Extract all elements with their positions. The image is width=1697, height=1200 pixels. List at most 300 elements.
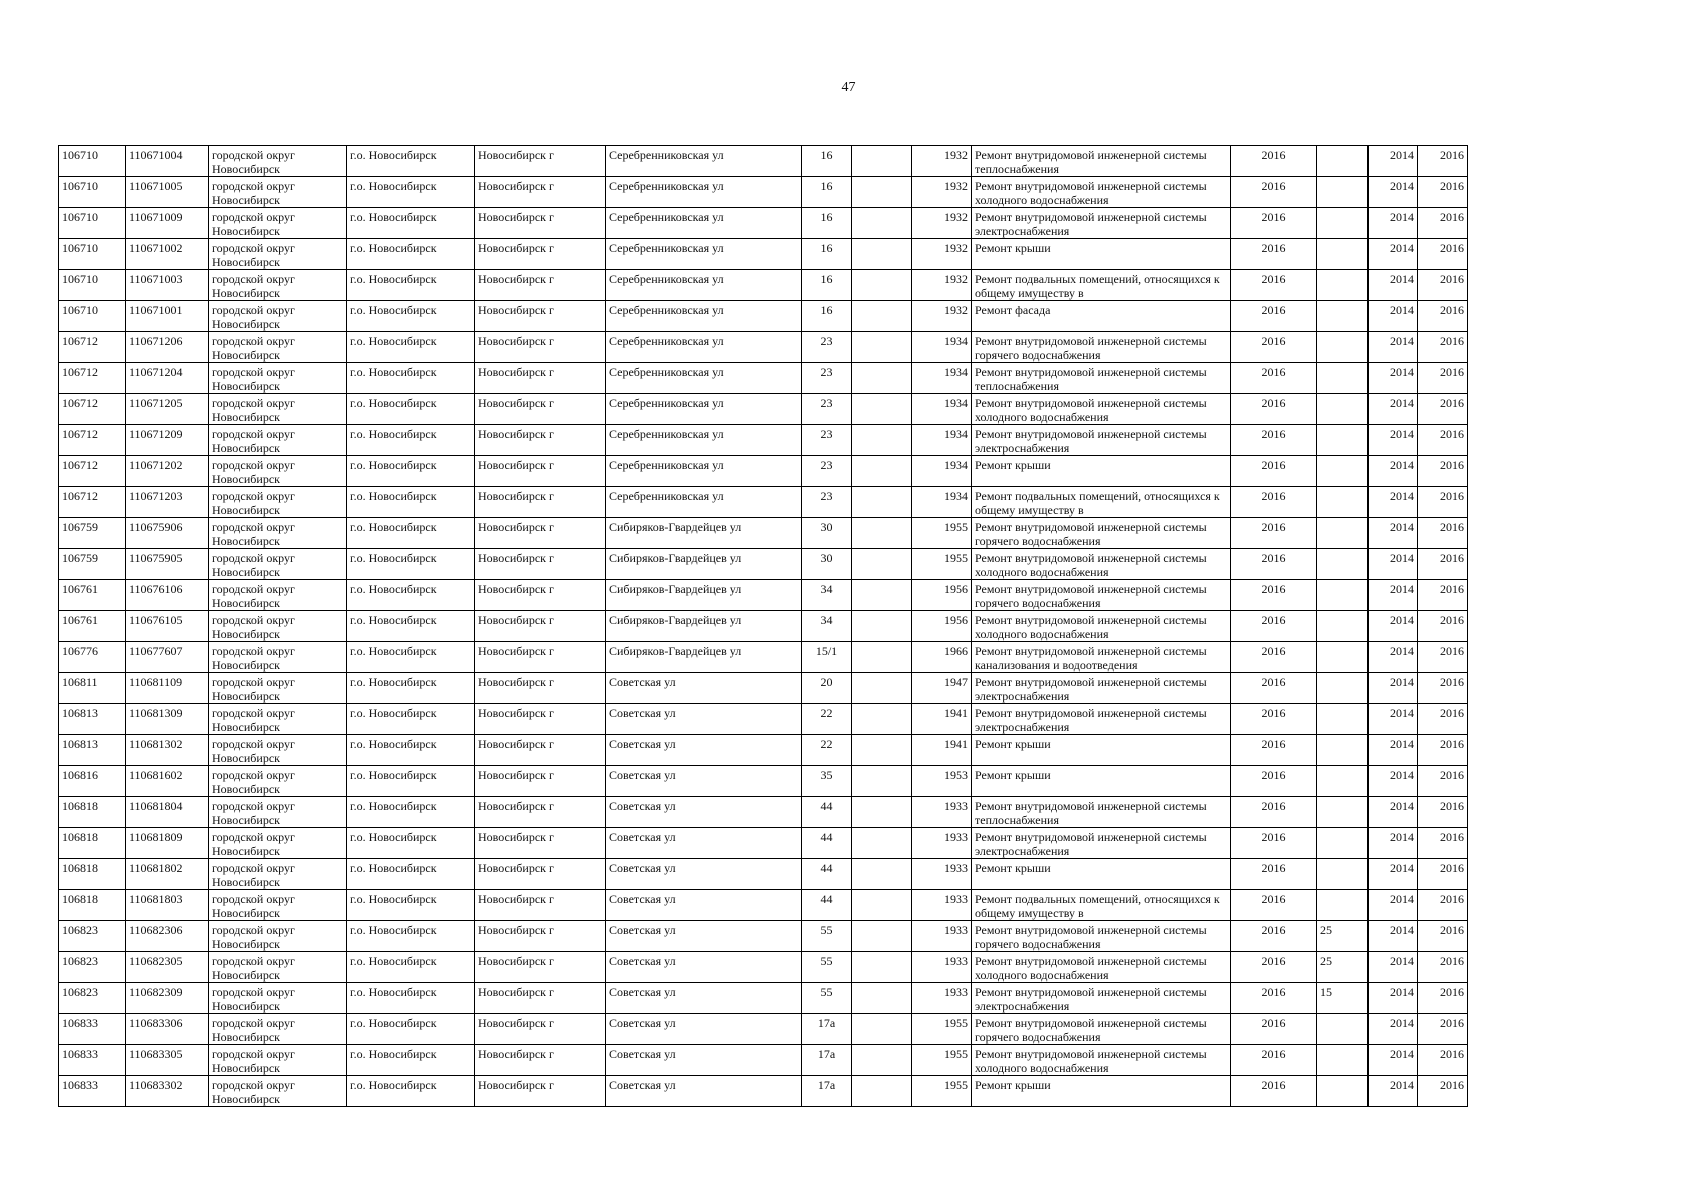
building-block-cell [852,146,912,177]
street-cell: Советская ул [606,1045,802,1076]
building-block-cell [852,456,912,487]
work-id-cell: 110681802 [126,859,209,890]
street-cell: Серебренниковская ул [606,146,802,177]
street-cell: Серебренниковская ул [606,208,802,239]
period-end-cell: 2016 [1418,146,1468,177]
work-type-cell: Ремонт внутридомовой инженерной системы электроснабжения [972,673,1231,704]
house-number-cell: 17а [802,1076,852,1107]
work-type-cell: Ремонт внутридомовой инженерной системы холодного водоснабжения [972,952,1231,983]
period-start-cell: 2014 [1368,425,1418,456]
cost-note-cell [1317,177,1368,208]
house-number-cell: 30 [802,549,852,580]
period-end-cell: 2016 [1418,642,1468,673]
cost-note-cell [1317,890,1368,921]
settlement-short-cell: г.о. Новосибирск [347,332,475,363]
planned-year-cell: 2016 [1231,890,1317,921]
settlement-short-cell: г.о. Новосибирск [347,146,475,177]
work-type-cell: Ремонт внутридомовой инженерной системы холодного водоснабжения [972,1045,1231,1076]
work-type-cell: Ремонт внутридомовой инженерной системы холодного водоснабжения [972,177,1231,208]
municipality-cell: городской округ Новосибирск [209,301,347,332]
table-row [59,1076,1468,1107]
period-start-cell: 2014 [1368,146,1418,177]
planned-year-cell: 2016 [1231,394,1317,425]
settlement-short-cell: г.о. Новосибирск [347,952,475,983]
table-row [59,828,1468,859]
building-block-cell [852,797,912,828]
locality-cell: Новосибирск г [475,673,606,704]
municipality-cell: городской округ Новосибирск [209,673,347,704]
work-id-cell: 110682309 [126,983,209,1014]
period-end-cell: 2016 [1418,766,1468,797]
period-end-cell: 2016 [1418,890,1468,921]
building-block-cell [852,270,912,301]
building-block-cell [852,828,912,859]
construction-year-cell: 1932 [912,146,972,177]
work-id-cell: 110671009 [126,208,209,239]
municipality-cell: городской округ Новосибирск [209,394,347,425]
work-id-cell: 110683306 [126,1014,209,1045]
work-type-cell: Ремонт внутридомовой инженерной системы холодного водоснабжения [972,611,1231,642]
building-id-cell: 106759 [59,518,126,549]
planned-year-cell: 2016 [1231,859,1317,890]
construction-year-cell: 1932 [912,177,972,208]
settlement-short-cell: г.о. Новосибирск [347,735,475,766]
work-type-cell: Ремонт подвальных помещений, относящихся к общему имуществу в [972,890,1231,921]
street-cell: Советская ул [606,859,802,890]
cost-note-cell [1317,208,1368,239]
cost-note-cell: 25 [1317,952,1368,983]
locality-cell: Новосибирск г [475,1014,606,1045]
construction-year-cell: 1933 [912,983,972,1014]
period-start-cell: 2014 [1368,797,1418,828]
municipality-cell: городской округ Новосибирск [209,456,347,487]
planned-year-cell: 2016 [1231,797,1317,828]
planned-year-cell: 2016 [1231,642,1317,673]
period-start-cell: 2014 [1368,1045,1418,1076]
building-id-cell: 106833 [59,1045,126,1076]
street-cell: Советская ул [606,735,802,766]
settlement-short-cell: г.о. Новосибирск [347,797,475,828]
street-cell: Советская ул [606,797,802,828]
period-start-cell: 2014 [1368,921,1418,952]
work-type-cell: Ремонт внутридомовой инженерной системы горячего водоснабжения [972,580,1231,611]
building-id-cell: 106813 [59,704,126,735]
work-type-cell: Ремонт крыши [972,239,1231,270]
construction-year-cell: 1941 [912,735,972,766]
locality-cell: Новосибирск г [475,983,606,1014]
settlement-short-cell: г.о. Новосибирск [347,580,475,611]
work-id-cell: 110671204 [126,363,209,394]
municipality-cell: городской округ Новосибирск [209,983,347,1014]
house-number-cell: 17а [802,1014,852,1045]
building-id-cell: 106818 [59,797,126,828]
street-cell: Советская ул [606,983,802,1014]
planned-year-cell: 2016 [1231,983,1317,1014]
period-end-cell: 2016 [1418,518,1468,549]
planned-year-cell: 2016 [1231,177,1317,208]
house-number-cell: 23 [802,363,852,394]
table-row [59,332,1468,363]
locality-cell: Новосибирск г [475,921,606,952]
planned-year-cell: 2016 [1231,301,1317,332]
municipality-cell: городской округ Новосибирск [209,797,347,828]
period-end-cell: 2016 [1418,952,1468,983]
house-number-cell: 23 [802,425,852,456]
period-start-cell: 2014 [1368,487,1418,518]
street-cell: Серебренниковская ул [606,239,802,270]
building-id-cell: 106823 [59,983,126,1014]
table-row [59,518,1468,549]
work-id-cell: 110677607 [126,642,209,673]
locality-cell: Новосибирск г [475,549,606,580]
table-row [59,890,1468,921]
work-type-cell: Ремонт внутридомовой инженерной системы теплоснабжения [972,363,1231,394]
table-row [59,270,1468,301]
cost-note-cell [1317,797,1368,828]
locality-cell: Новосибирск г [475,363,606,394]
construction-year-cell: 1953 [912,766,972,797]
building-block-cell [852,611,912,642]
building-block-cell [852,394,912,425]
municipality-cell: городской округ Новосибирск [209,611,347,642]
house-number-cell: 30 [802,518,852,549]
period-end-cell: 2016 [1418,301,1468,332]
locality-cell: Новосибирск г [475,239,606,270]
municipality-cell: городской округ Новосибирск [209,704,347,735]
building-id-cell: 106813 [59,735,126,766]
period-start-cell: 2014 [1368,859,1418,890]
work-id-cell: 110681602 [126,766,209,797]
building-block-cell [852,859,912,890]
street-cell: Серебренниковская ул [606,487,802,518]
building-block-cell [852,1076,912,1107]
house-number-cell: 35 [802,766,852,797]
work-id-cell: 110681302 [126,735,209,766]
work-id-cell: 110675905 [126,549,209,580]
planned-year-cell: 2016 [1231,425,1317,456]
building-id-cell: 106710 [59,208,126,239]
municipality-cell: городской округ Новосибирск [209,952,347,983]
settlement-short-cell: г.о. Новосибирск [347,828,475,859]
work-id-cell: 110671206 [126,332,209,363]
cost-note-cell [1317,425,1368,456]
period-end-cell: 2016 [1418,1045,1468,1076]
municipality-cell: городской округ Новосибирск [209,828,347,859]
planned-year-cell: 2016 [1231,332,1317,363]
period-end-cell: 2016 [1418,735,1468,766]
work-type-cell: Ремонт внутридомовой инженерной системы теплоснабжения [972,797,1231,828]
building-id-cell: 106712 [59,394,126,425]
table-row [59,766,1468,797]
building-id-cell: 106816 [59,766,126,797]
street-cell: Серебренниковская ул [606,363,802,394]
settlement-short-cell: г.о. Новосибирск [347,363,475,394]
building-block-cell [852,363,912,394]
construction-year-cell: 1932 [912,301,972,332]
settlement-short-cell: г.о. Новосибирск [347,456,475,487]
cost-note-cell [1317,1045,1368,1076]
locality-cell: Новосибирск г [475,456,606,487]
building-block-cell [852,301,912,332]
building-block-cell [852,673,912,704]
building-id-cell: 106712 [59,332,126,363]
locality-cell: Новосибирск г [475,828,606,859]
planned-year-cell: 2016 [1231,704,1317,735]
locality-cell: Новосибирск г [475,952,606,983]
locality-cell: Новосибирск г [475,394,606,425]
table-row [59,642,1468,673]
table-row [59,983,1468,1014]
house-number-cell: 44 [802,828,852,859]
locality-cell: Новосибирск г [475,208,606,239]
period-end-cell: 2016 [1418,487,1468,518]
work-type-cell: Ремонт внутридомовой инженерной системы горячего водоснабжения [972,332,1231,363]
construction-year-cell: 1941 [912,704,972,735]
construction-year-cell: 1955 [912,1045,972,1076]
building-id-cell: 106761 [59,580,126,611]
planned-year-cell: 2016 [1231,673,1317,704]
work-id-cell: 110676106 [126,580,209,611]
work-type-cell: Ремонт крыши [972,766,1231,797]
period-end-cell: 2016 [1418,363,1468,394]
settlement-short-cell: г.о. Новосибирск [347,983,475,1014]
work-type-cell: Ремонт внутридомовой инженерной системы электроснабжения [972,208,1231,239]
street-cell: Советская ул [606,704,802,735]
municipality-cell: городской округ Новосибирск [209,425,347,456]
table-row [59,363,1468,394]
construction-year-cell: 1932 [912,270,972,301]
cost-note-cell [1317,735,1368,766]
municipality-cell: городской округ Новосибирск [209,766,347,797]
construction-year-cell: 1956 [912,580,972,611]
work-type-cell: Ремонт внутридомовой инженерной системы горячего водоснабжения [972,1014,1231,1045]
construction-year-cell: 1955 [912,1014,972,1045]
municipality-cell: городской округ Новосибирск [209,642,347,673]
settlement-short-cell: г.о. Новосибирск [347,270,475,301]
period-start-cell: 2014 [1368,983,1418,1014]
settlement-short-cell: г.о. Новосибирск [347,549,475,580]
planned-year-cell: 2016 [1231,735,1317,766]
table-row [59,394,1468,425]
work-type-cell: Ремонт внутридомовой инженерной системы горячего водоснабжения [972,518,1231,549]
period-start-cell: 2014 [1368,177,1418,208]
work-type-cell: Ремонт внутридомовой инженерной системы горячего водоснабжения [972,921,1231,952]
construction-year-cell: 1932 [912,208,972,239]
building-id-cell: 106818 [59,890,126,921]
building-block-cell [852,1045,912,1076]
table-row [59,425,1468,456]
house-number-cell: 16 [802,177,852,208]
planned-year-cell: 2016 [1231,456,1317,487]
cost-note-cell [1317,859,1368,890]
period-end-cell: 2016 [1418,425,1468,456]
settlement-short-cell: г.о. Новосибирск [347,1076,475,1107]
page-number: 47 [841,80,856,95]
locality-cell: Новосибирск г [475,301,606,332]
locality-cell: Новосибирск г [475,735,606,766]
period-end-cell: 2016 [1418,580,1468,611]
street-cell: Сибиряков-Гвардейцев ул [606,611,802,642]
settlement-short-cell: г.о. Новосибирск [347,1014,475,1045]
locality-cell: Новосибирск г [475,518,606,549]
building-id-cell: 106712 [59,425,126,456]
municipality-cell: городской округ Новосибирск [209,487,347,518]
street-cell: Сибиряков-Гвардейцев ул [606,642,802,673]
table-row [59,921,1468,952]
cost-note-cell [1317,146,1368,177]
building-block-cell [852,580,912,611]
cost-note-cell [1317,766,1368,797]
cost-note-cell [1317,270,1368,301]
table-row [59,859,1468,890]
building-id-cell: 106712 [59,456,126,487]
municipality-cell: городской округ Новосибирск [209,518,347,549]
house-number-cell: 15/1 [802,642,852,673]
building-block-cell [852,549,912,580]
settlement-short-cell: г.о. Новосибирск [347,859,475,890]
locality-cell: Новосибирск г [475,580,606,611]
cost-note-cell [1317,580,1368,611]
period-end-cell: 2016 [1418,332,1468,363]
street-cell: Советская ул [606,921,802,952]
building-block-cell [852,890,912,921]
house-number-cell: 16 [802,146,852,177]
settlement-short-cell: г.о. Новосибирск [347,704,475,735]
cost-note-cell [1317,394,1368,425]
work-id-cell: 110671205 [126,394,209,425]
settlement-short-cell: г.о. Новосибирск [347,239,475,270]
construction-year-cell: 1933 [912,828,972,859]
work-id-cell: 110681109 [126,673,209,704]
period-end-cell: 2016 [1418,177,1468,208]
municipality-cell: городской округ Новосибирск [209,270,347,301]
house-number-cell: 44 [802,859,852,890]
building-block-cell [852,208,912,239]
work-type-cell: Ремонт внутридомовой инженерной системы холодного водоснабжения [972,549,1231,580]
table-row [59,549,1468,580]
period-start-cell: 2014 [1368,704,1418,735]
building-block-cell [852,952,912,983]
table-row [59,239,1468,270]
construction-year-cell: 1933 [912,859,972,890]
cost-note-cell [1317,301,1368,332]
construction-year-cell: 1933 [912,921,972,952]
house-number-cell: 16 [802,239,852,270]
settlement-short-cell: г.о. Новосибирск [347,208,475,239]
work-type-cell: Ремонт подвальных помещений, относящихся к общему имуществу в [972,270,1231,301]
locality-cell: Новосибирск г [475,642,606,673]
planned-year-cell: 2016 [1231,518,1317,549]
work-id-cell: 110671003 [126,270,209,301]
settlement-short-cell: г.о. Новосибирск [347,425,475,456]
planned-year-cell: 2016 [1231,828,1317,859]
building-id-cell: 106712 [59,487,126,518]
cost-note-cell [1317,487,1368,518]
planned-year-cell: 2016 [1231,270,1317,301]
house-number-cell: 23 [802,332,852,363]
street-cell: Серебренниковская ул [606,332,802,363]
house-number-cell: 16 [802,270,852,301]
municipality-cell: городской округ Новосибирск [209,580,347,611]
building-id-cell: 106710 [59,177,126,208]
work-type-cell: Ремонт подвальных помещений, относящихся к общему имуществу в [972,487,1231,518]
period-start-cell: 2014 [1368,673,1418,704]
building-block-cell [852,177,912,208]
street-cell: Советская ул [606,952,802,983]
cost-note-cell [1317,704,1368,735]
period-end-cell: 2016 [1418,239,1468,270]
cost-note-cell [1317,456,1368,487]
house-number-cell: 44 [802,797,852,828]
building-id-cell: 106710 [59,146,126,177]
table-row [59,797,1468,828]
cost-note-cell [1317,549,1368,580]
work-type-cell: Ремонт внутридомовой инженерной системы электроснабжения [972,704,1231,735]
street-cell: Серебренниковская ул [606,270,802,301]
house-number-cell: 23 [802,487,852,518]
period-start-cell: 2014 [1368,239,1418,270]
work-id-cell: 110671209 [126,425,209,456]
street-cell: Советская ул [606,766,802,797]
work-type-cell: Ремонт внутридомовой инженерной системы электроснабжения [972,828,1231,859]
construction-year-cell: 1956 [912,611,972,642]
work-id-cell: 110681804 [126,797,209,828]
work-type-cell: Ремонт крыши [972,859,1231,890]
construction-year-cell: 1934 [912,456,972,487]
building-id-cell: 106776 [59,642,126,673]
house-number-cell: 44 [802,890,852,921]
work-type-cell: Ремонт внутридомовой инженерной системы канализования и водоотведения [972,642,1231,673]
table-row [59,952,1468,983]
planned-year-cell: 2016 [1231,766,1317,797]
work-id-cell: 110675906 [126,518,209,549]
street-cell: Серебренниковская ул [606,177,802,208]
table-row [59,208,1468,239]
period-start-cell: 2014 [1368,270,1418,301]
period-end-cell: 2016 [1418,1014,1468,1045]
settlement-short-cell: г.о. Новосибирск [347,394,475,425]
municipality-cell: городской округ Новосибирск [209,1076,347,1107]
period-start-cell: 2014 [1368,735,1418,766]
period-end-cell: 2016 [1418,859,1468,890]
street-cell: Сибиряков-Гвардейцев ул [606,518,802,549]
planned-year-cell: 2016 [1231,580,1317,611]
work-id-cell: 110671002 [126,239,209,270]
work-type-cell: Ремонт внутридомовой инженерной системы электроснабжения [972,983,1231,1014]
locality-cell: Новосибирск г [475,1076,606,1107]
planned-year-cell: 2016 [1231,1076,1317,1107]
planned-year-cell: 2016 [1231,921,1317,952]
house-number-cell: 16 [802,301,852,332]
cost-note-cell [1317,518,1368,549]
house-number-cell: 23 [802,394,852,425]
planned-year-cell: 2016 [1231,549,1317,580]
table-row [59,487,1468,518]
construction-year-cell: 1934 [912,487,972,518]
building-id-cell: 106759 [59,549,126,580]
construction-year-cell: 1934 [912,394,972,425]
planned-year-cell: 2016 [1231,611,1317,642]
period-end-cell: 2016 [1418,921,1468,952]
locality-cell: Новосибирск г [475,890,606,921]
period-start-cell: 2014 [1368,828,1418,859]
period-end-cell: 2016 [1418,549,1468,580]
planned-year-cell: 2016 [1231,952,1317,983]
building-id-cell: 106712 [59,363,126,394]
planned-year-cell: 2016 [1231,239,1317,270]
work-id-cell: 110671202 [126,456,209,487]
building-id-cell: 106818 [59,859,126,890]
